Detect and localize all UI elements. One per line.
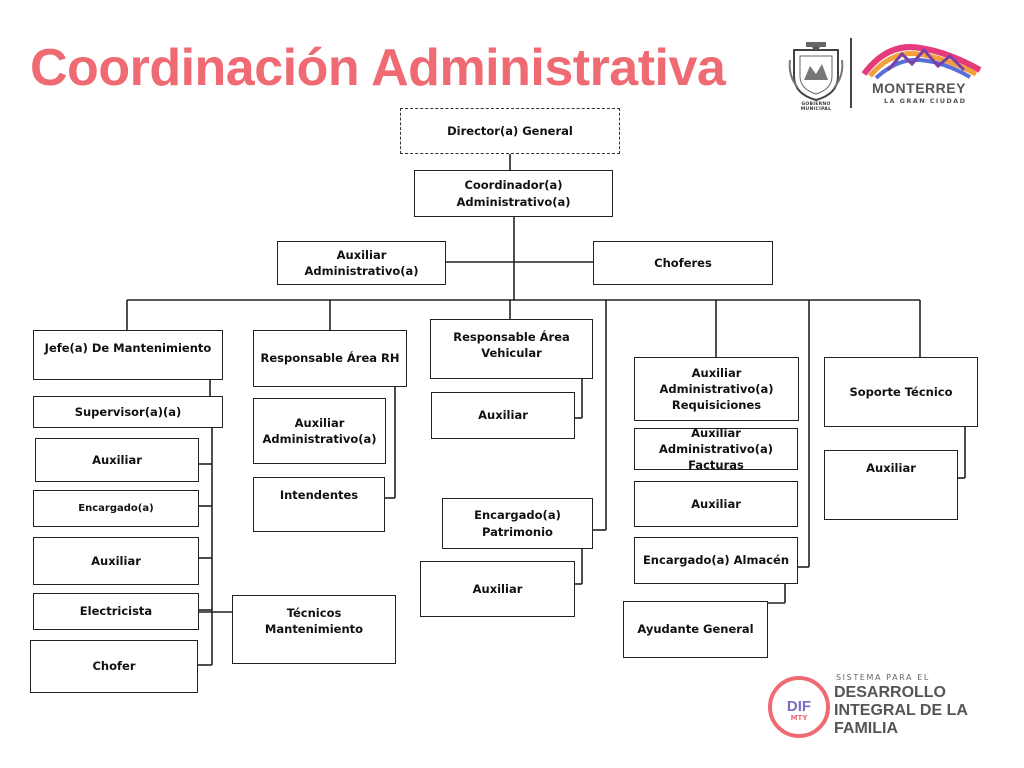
org-box-tecnicos: Técnicos Mantenimiento: [232, 595, 396, 664]
municipal-caption: GOBIERNO MUNICIPAL: [800, 102, 832, 112]
org-box-chofer: Chofer: [30, 640, 198, 693]
org-box-patrimonio: Encargado(a) Patrimonio: [442, 498, 593, 549]
dif-small-text: SISTEMA PARA EL: [836, 673, 930, 682]
org-box-director: Director(a) General: [400, 108, 620, 154]
org-box-requisiciones-auxiliar: Auxiliar: [634, 481, 798, 527]
org-box-rh-aux-admin: Auxiliar Administrativo(a): [253, 398, 386, 464]
dif-logo: [768, 676, 830, 738]
org-box-aux-requisiciones: Auxiliar Administrativo(a) Requisiciones: [634, 357, 799, 421]
dif-line-1: DESARROLLO: [834, 684, 946, 701]
org-box-electricista: Electricista: [33, 593, 199, 630]
org-box-aux-facturas: Auxiliar Administrativo(a) Facturas: [634, 428, 798, 470]
org-box-almacen: Encargado(a) Almacén: [634, 537, 798, 584]
monterrey-name: MONTERREY: [872, 80, 966, 96]
org-box-soporte: Soporte Técnico: [824, 357, 978, 427]
org-box-intendentes: Intendentes: [253, 477, 385, 532]
org-box-mant-auxiliar-2: Auxiliar: [33, 537, 199, 585]
org-box-vehicular-auxiliar: Auxiliar: [431, 392, 575, 439]
org-box-coordinador: Coordinador(a) Administrativo(a): [414, 170, 613, 217]
monterrey-subtitle: LA GRAN CIUDAD: [884, 97, 967, 105]
org-box-responsable-rh: Responsable Área RH: [253, 330, 407, 387]
org-box-jefe-mantenimiento: Jefe(a) De Mantenimiento: [33, 330, 223, 380]
org-box-soporte-auxiliar: Auxiliar: [824, 450, 958, 520]
dif-line-3: FAMILIA: [834, 720, 898, 737]
org-box-aux-admin: Auxiliar Administrativo(a): [277, 241, 446, 285]
page-title: Coordinación Administrativa: [30, 39, 726, 97]
dif-mark-sub: MTY: [790, 714, 808, 722]
dif-line-2: INTEGRAL DE LA: [834, 702, 968, 719]
org-box-supervisor: Supervisor(a)(a): [33, 396, 223, 428]
org-box-choferes: Choferes: [593, 241, 773, 285]
org-box-encargado: Encargado(a): [33, 490, 199, 527]
org-box-mant-auxiliar-1: Auxiliar: [35, 438, 199, 482]
org-box-ayudante: Ayudante General: [623, 601, 768, 658]
dif-mark: DIF: [786, 698, 812, 715]
org-box-responsable-vehicular: Responsable Área Vehicular: [430, 319, 593, 379]
org-box-patrimonio-auxiliar: Auxiliar: [420, 561, 575, 617]
